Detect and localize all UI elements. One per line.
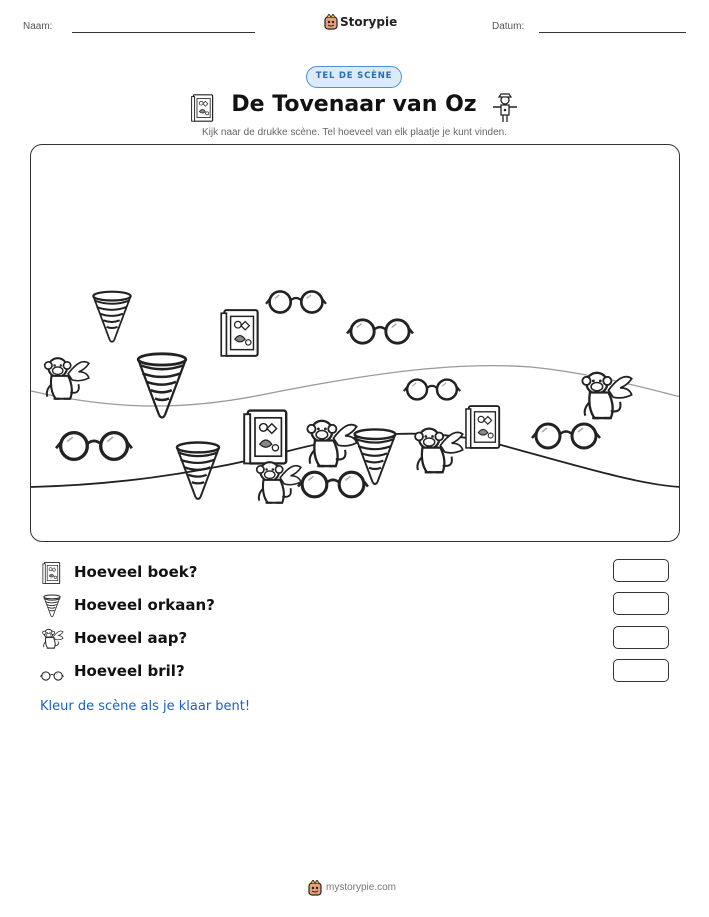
answer-box-book[interactable] bbox=[613, 559, 669, 582]
monkey-icon[interactable] bbox=[415, 429, 463, 473]
glasses-icon[interactable] bbox=[266, 291, 326, 312]
monkey-icon[interactable] bbox=[307, 421, 356, 466]
storypie-footer-logo-icon bbox=[308, 880, 322, 896]
book-icon[interactable] bbox=[244, 411, 286, 464]
tornado-icon[interactable] bbox=[138, 354, 186, 418]
glasses-icon[interactable] bbox=[56, 433, 132, 460]
question-text: Hoeveel bril? bbox=[74, 662, 185, 680]
glasses-icon[interactable] bbox=[347, 320, 413, 343]
question-text: Hoeveel aap? bbox=[74, 629, 188, 647]
scene-illustration bbox=[31, 145, 680, 542]
hill-line-back bbox=[31, 366, 680, 406]
monkey-icon[interactable] bbox=[257, 462, 301, 503]
counting-scene bbox=[30, 144, 680, 542]
scarecrow-icon bbox=[491, 93, 519, 123]
question-text: Hoeveel orkaan? bbox=[74, 596, 215, 614]
storypie-logo-icon bbox=[324, 14, 338, 30]
glasses-icon[interactable] bbox=[404, 380, 460, 400]
activity-badge: TEL DE SCÈNE bbox=[306, 66, 402, 88]
answer-box-tornado[interactable] bbox=[613, 592, 669, 615]
page-title: De Tovenaar van Oz bbox=[231, 92, 477, 117]
glasses-icon[interactable] bbox=[298, 472, 368, 497]
answer-box-glasses[interactable] bbox=[613, 659, 669, 682]
name-label: Naam: bbox=[23, 21, 53, 32]
page-subtitle: Kijk naar de drukke scène. Tel hoeveel van elk plaatje je kunt vinden. bbox=[201, 127, 507, 138]
tornado-icon bbox=[40, 594, 64, 618]
answer-box-monkey[interactable] bbox=[613, 626, 669, 649]
monkey-icon[interactable] bbox=[45, 358, 89, 399]
book-icon[interactable] bbox=[466, 406, 499, 448]
question-text: Hoeveel boek? bbox=[74, 563, 198, 581]
glasses-icon bbox=[40, 664, 64, 688]
tornado-icon[interactable] bbox=[93, 292, 130, 342]
glasses-icon[interactable] bbox=[532, 424, 600, 448]
monkey-icon[interactable] bbox=[582, 373, 631, 418]
date-label: Datum: bbox=[492, 21, 525, 32]
name-line[interactable] bbox=[72, 32, 255, 33]
brand-name: Storypie bbox=[340, 15, 398, 29]
date-line[interactable] bbox=[539, 32, 686, 33]
book-icon bbox=[40, 561, 64, 585]
brand-logo bbox=[322, 14, 398, 32]
monkey-icon bbox=[40, 627, 64, 651]
book-icon[interactable] bbox=[221, 310, 257, 356]
footer-site[interactable]: mystorypie.com bbox=[326, 882, 397, 893]
coloring-instruction: Kleur de scène als je klaar bent! bbox=[40, 699, 251, 714]
tornado-icon[interactable] bbox=[177, 442, 219, 498]
book-icon bbox=[191, 93, 215, 123]
